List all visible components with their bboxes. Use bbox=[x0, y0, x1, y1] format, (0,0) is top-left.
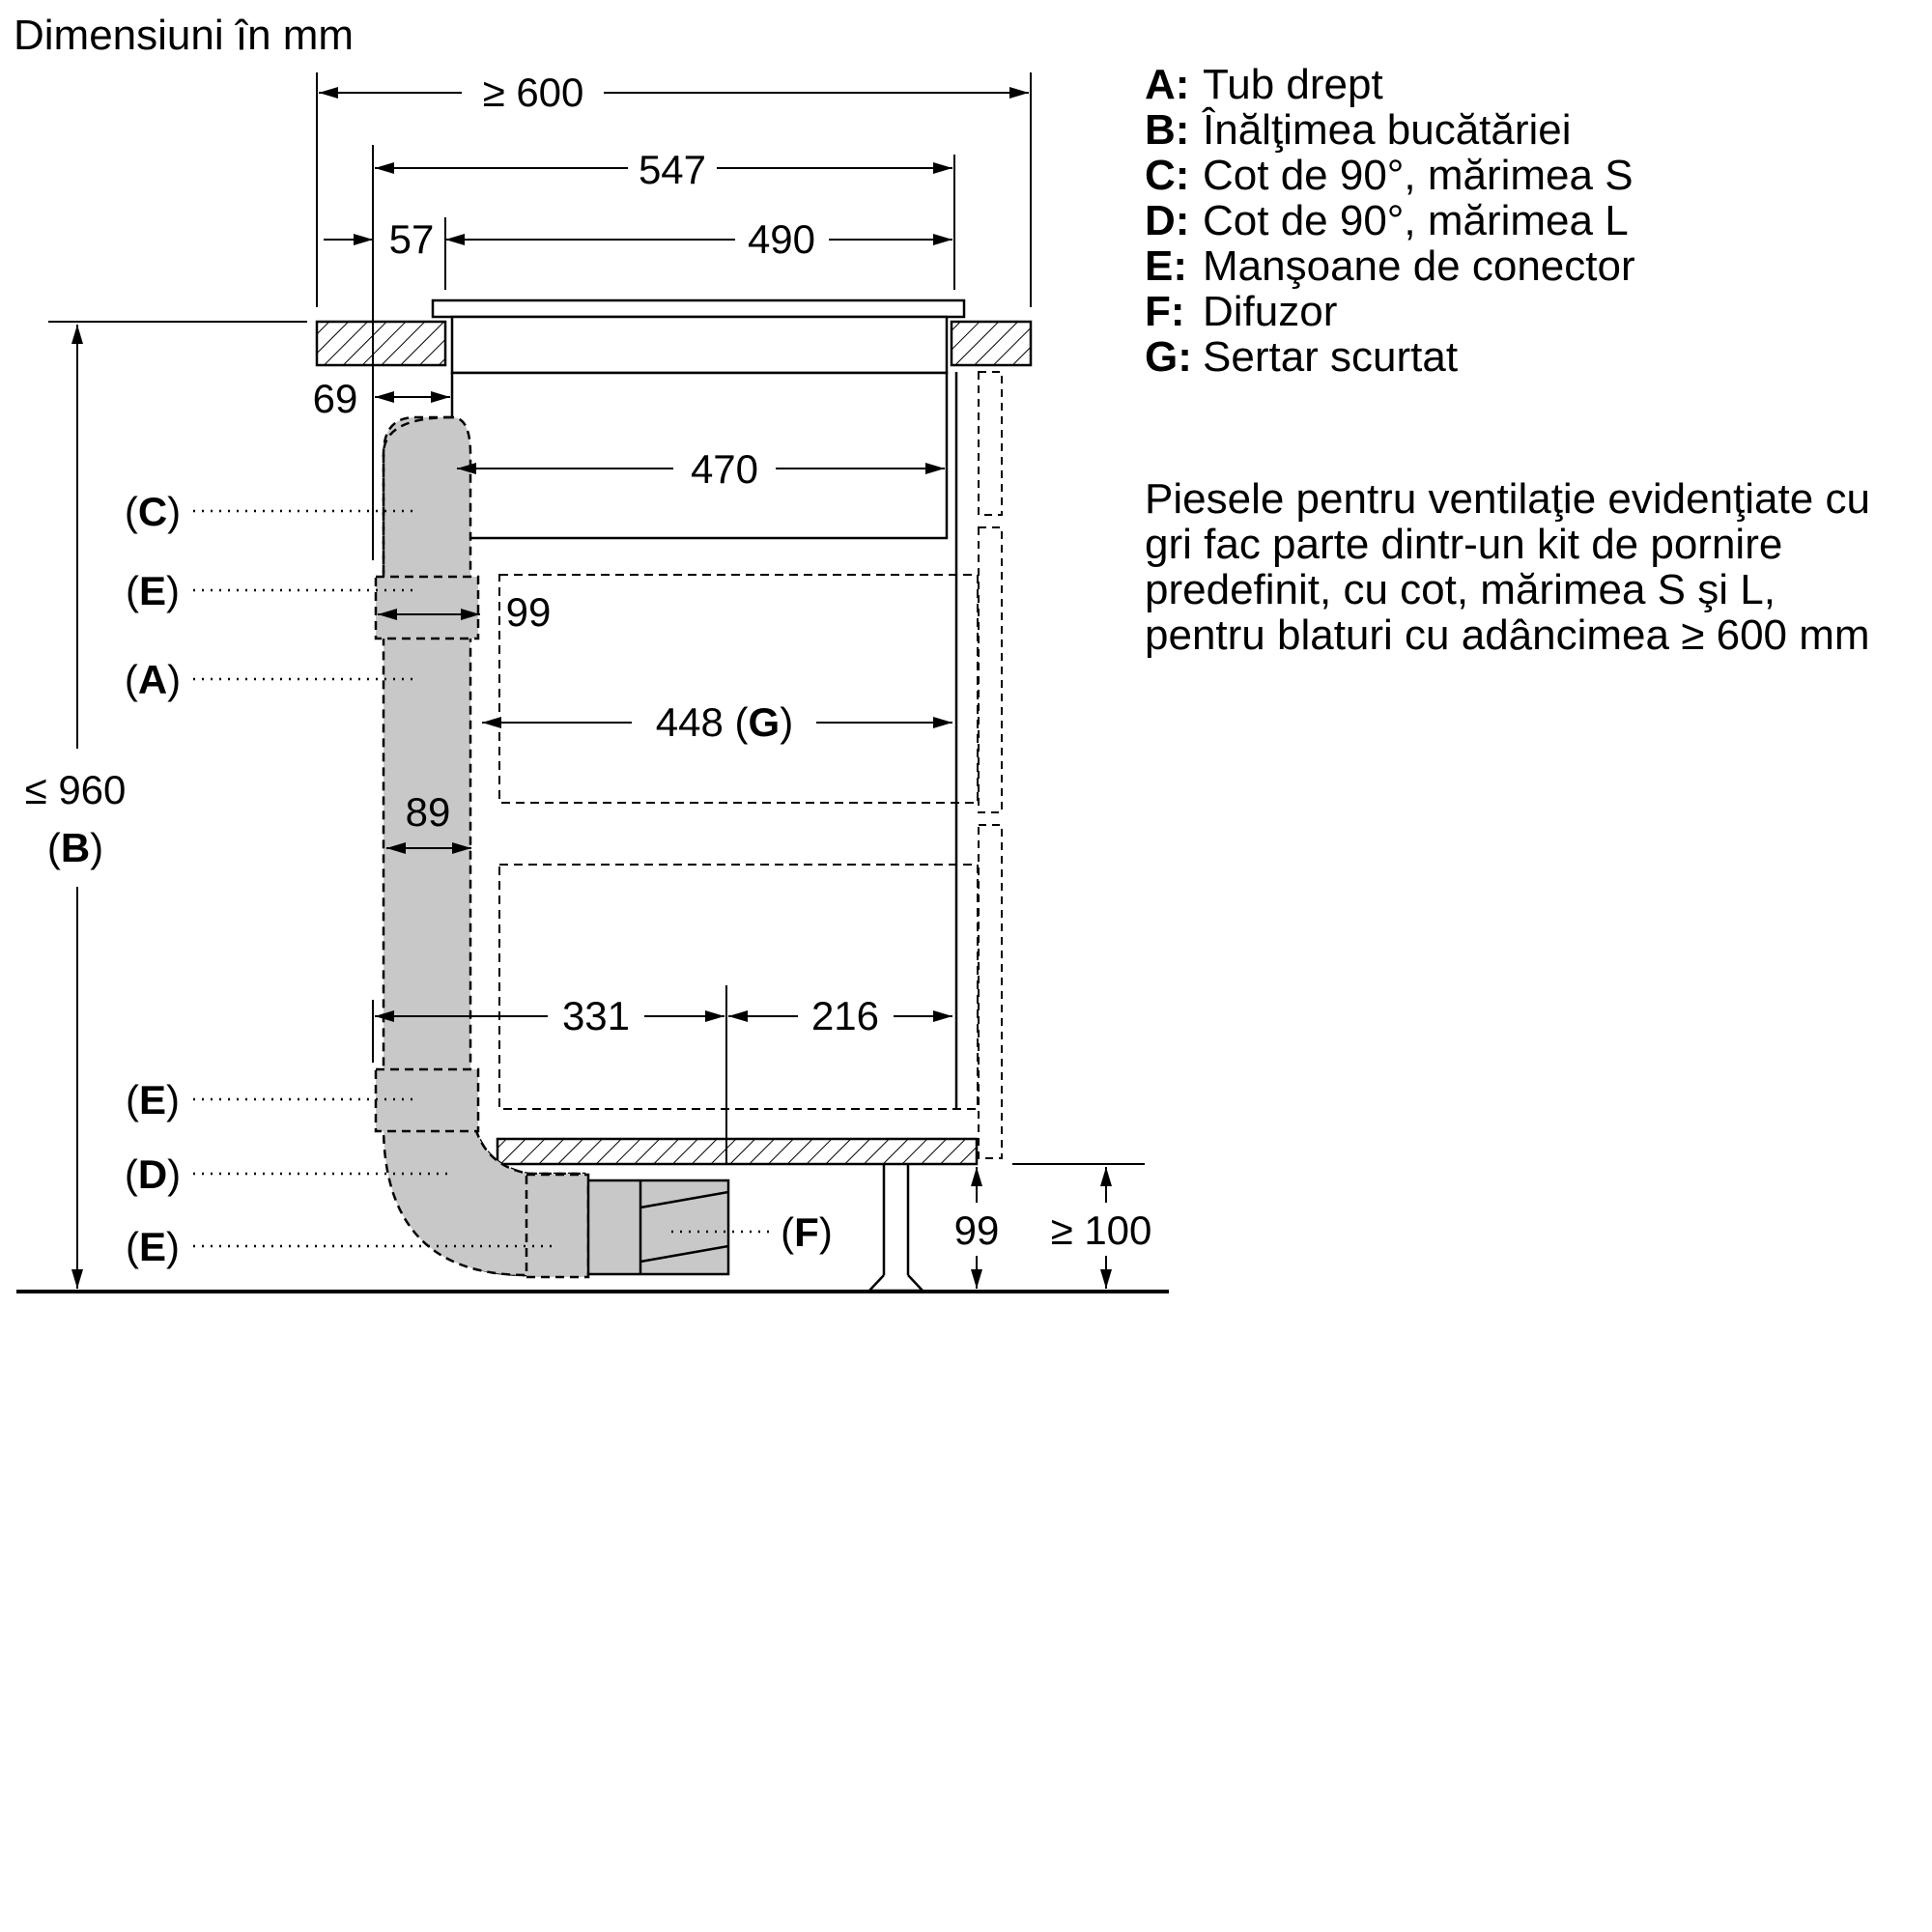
dim-600: ≥ 600 bbox=[482, 70, 584, 115]
legend bbox=[1145, 62, 1918, 380]
legend-item-a: A: Tub drept bbox=[1145, 61, 1383, 108]
legend-item-f: F: Difuzor bbox=[1145, 288, 1338, 335]
legend-item-g: G: Sertar scurtat bbox=[1145, 333, 1459, 381]
dim-490: 490 bbox=[747, 216, 816, 262]
dim-100: ≥ 100 bbox=[1050, 1208, 1152, 1253]
legend-item-b: B: Înălţimea bucătăriei bbox=[1145, 106, 1572, 154]
note-line: pentru blaturi cu adâncimea ≥ 600 mm bbox=[1145, 611, 1870, 659]
dim-960: ≤ 960 bbox=[24, 767, 127, 812]
part-label-e-bottom: (E) bbox=[125, 1224, 181, 1269]
plinth-foot bbox=[869, 1164, 923, 1291]
part-label-e-top: (E) bbox=[125, 568, 181, 613]
leader-lines bbox=[193, 511, 773, 1246]
note-line: predefinit, cu cot, mărimea S şi L, bbox=[1145, 566, 1776, 613]
legend-item-d: D: Cot de 90°, mărimea L bbox=[1145, 197, 1629, 244]
dim-216: 216 bbox=[810, 993, 880, 1038]
dim-99-connector: 99 bbox=[505, 589, 552, 635]
dim-960-tag: (B) bbox=[46, 825, 104, 870]
part-label-c: (C) bbox=[124, 489, 182, 534]
note-line: Piesele pentru ventilaţie evidenţiate cu bbox=[1145, 475, 1870, 523]
page-title: Dimensiuni în mm bbox=[14, 12, 355, 59]
part-label-d: (D) bbox=[124, 1151, 182, 1197]
dim-547: 547 bbox=[638, 147, 707, 192]
legend-item-e: E: Manşoane de conector bbox=[1145, 242, 1635, 290]
part-label-f: (F) bbox=[781, 1209, 833, 1255]
dim-331: 331 bbox=[561, 993, 631, 1038]
base-shelf bbox=[497, 1139, 977, 1164]
part-label-a: (A) bbox=[124, 657, 182, 702]
dim-57: 57 bbox=[388, 216, 435, 262]
cabinet bbox=[956, 372, 1002, 1158]
legend-item-c: C: Cot de 90°, mărimea S bbox=[1145, 152, 1634, 199]
dim-99-plinth: 99 bbox=[953, 1208, 1000, 1253]
dim-470: 470 bbox=[690, 446, 759, 492]
cooktop-appliance bbox=[433, 300, 964, 538]
dim-69: 69 bbox=[312, 376, 358, 421]
diffuser bbox=[588, 1180, 728, 1274]
note-line: gri fac parte dintr-un kit de pornire bbox=[1145, 521, 1783, 568]
dim-448: 448 (G) bbox=[655, 699, 794, 745]
dim-89: 89 bbox=[405, 789, 451, 835]
note-paragraph bbox=[1145, 476, 1927, 658]
part-label-e-middle: (E) bbox=[125, 1077, 181, 1122]
